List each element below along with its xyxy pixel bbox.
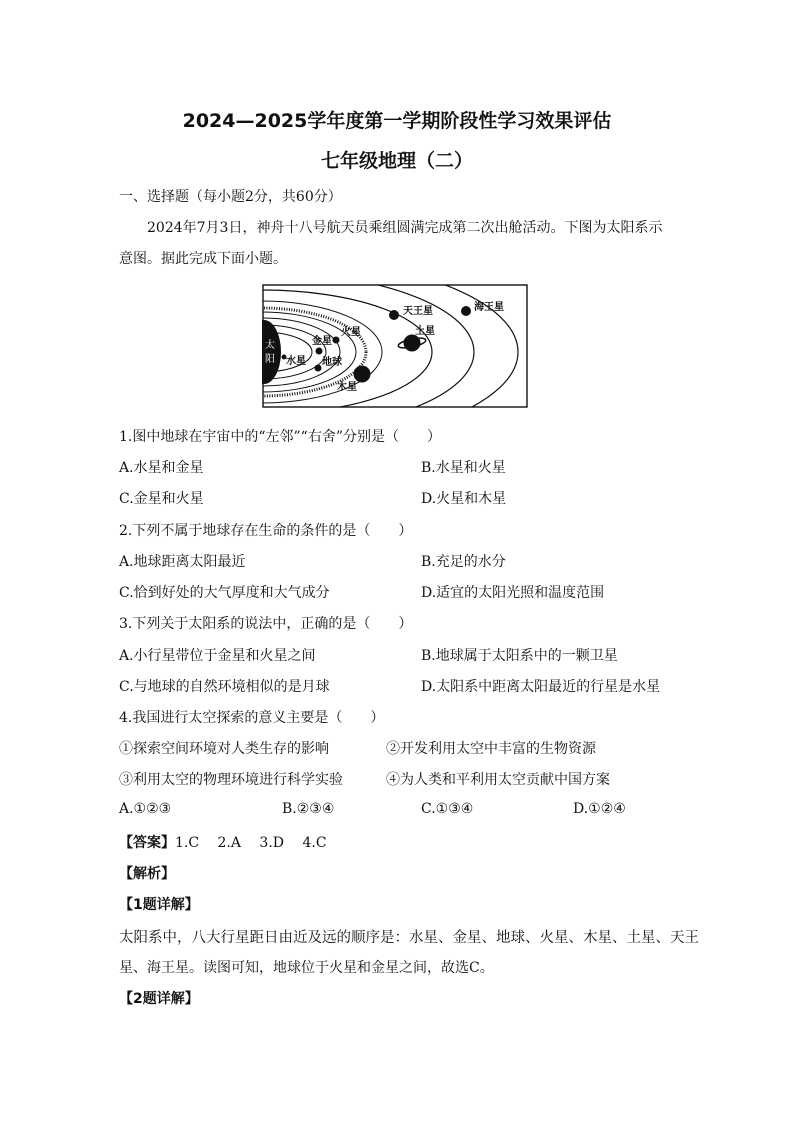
q2-option-d: D.适宜的太阳光照和温度范围	[421, 585, 605, 601]
answer-label: 【答案】	[119, 835, 175, 851]
q2-option-a: A.地球距离太阳最近	[119, 554, 246, 570]
q1-analysis-label: 【1题详解】	[119, 897, 199, 913]
section-heading: 一、选择题（每小题2分，共60分）	[119, 189, 342, 205]
q4-statement-4: ④为人类和平利用太空贡献中国方案	[386, 772, 610, 788]
label-mercury: 水星	[286, 356, 306, 367]
label-venus: 金星	[312, 336, 332, 347]
q3-option-c: C.与地球的自然环境相似的是月球	[119, 679, 330, 695]
q3-option-a: A.小行星带位于金星和火星之间	[119, 648, 316, 664]
sun-label-1: 太	[265, 340, 275, 351]
q1-option-b: B.水星和火星	[421, 460, 506, 476]
planet-earth	[315, 365, 322, 372]
planet-venus	[316, 348, 323, 355]
label-neptune: 海王星	[474, 302, 504, 313]
q4-option-b: B.②③④	[282, 801, 335, 817]
q3-stem: 3.下列关于太阳系的说法中，正确的是（ ）	[119, 616, 413, 632]
q2-option-c: C.恰到好处的大气厚度和大气成分	[119, 585, 330, 601]
solar-system-diagram	[262, 284, 528, 408]
exam-title: 2024—2025学年度第一学期阶段性学习效果评估	[182, 110, 612, 132]
planet-jupiter	[354, 366, 371, 383]
answer-line	[119, 832, 327, 852]
intro-line-2: 意图。据此完成下面小题。	[119, 251, 287, 267]
q1-analysis-line-2: 星、海王星。读图可知，地球位于火星和金星之间，故选C。	[119, 960, 494, 976]
q4-statement-2: ②开发利用太空中丰富的生物资源	[386, 741, 596, 757]
label-saturn: 土星	[415, 326, 435, 337]
q3-option-b: B.地球属于太阳系中的一颗卫星	[421, 648, 618, 664]
q4-option-a: A.①②③	[119, 801, 172, 817]
answer-text: 1.C 2.A 3.D 4.C	[175, 835, 327, 851]
q1-analysis-line-1: 太阳系中，八大行星距日由近及远的顺序是：水星、金星、地球、火星、木星、土星、天王	[119, 930, 699, 946]
analysis-label: 【解析】	[119, 866, 175, 882]
label-uranus: 天王星	[403, 306, 433, 317]
q4-option-d: D.①②④	[573, 801, 626, 817]
q1-option-d: D.火星和木星	[421, 491, 507, 507]
label-earth: 地球	[322, 357, 342, 368]
q4-statement-3: ③利用太空的物理环境进行科学实验	[119, 772, 343, 788]
q4-statement-1: ①探索空间环境对人类生存的影响	[119, 741, 329, 757]
sun-label-2: 阳	[265, 354, 275, 365]
q1-option-a: A.水星和金星	[119, 460, 204, 476]
planet-neptune	[461, 306, 471, 316]
intro-line-1: 2024年7月3日，神舟十八号航天员乘组圆满完成第二次出舱活动。下图为太阳系示	[147, 220, 663, 236]
q1-option-c: C.金星和火星	[119, 491, 204, 507]
planet-uranus	[389, 310, 399, 320]
q2-stem: 2.下列不属于地球存在生命的条件的是（ ）	[119, 523, 413, 539]
label-mars: 火星	[341, 327, 361, 338]
q4-option-c: C.①③④	[421, 801, 474, 817]
q2-analysis-label: 【2题详解】	[119, 991, 199, 1007]
exam-subtitle: 七年级地理（二）	[320, 150, 473, 172]
planet-saturn	[404, 335, 421, 352]
q4-stem: 4.我国进行太空探索的意义主要是（ ）	[119, 710, 385, 726]
label-jupiter: 木星	[337, 382, 357, 393]
q3-option-d: D.太阳系中距离太阳最近的行星是水星	[421, 679, 661, 695]
q2-option-b: B.充足的水分	[421, 554, 506, 570]
q1-stem: 1.图中地球在宇宙中的“左邻”“右舍”分别是（ ）	[119, 429, 441, 445]
planet-mars	[333, 337, 340, 344]
